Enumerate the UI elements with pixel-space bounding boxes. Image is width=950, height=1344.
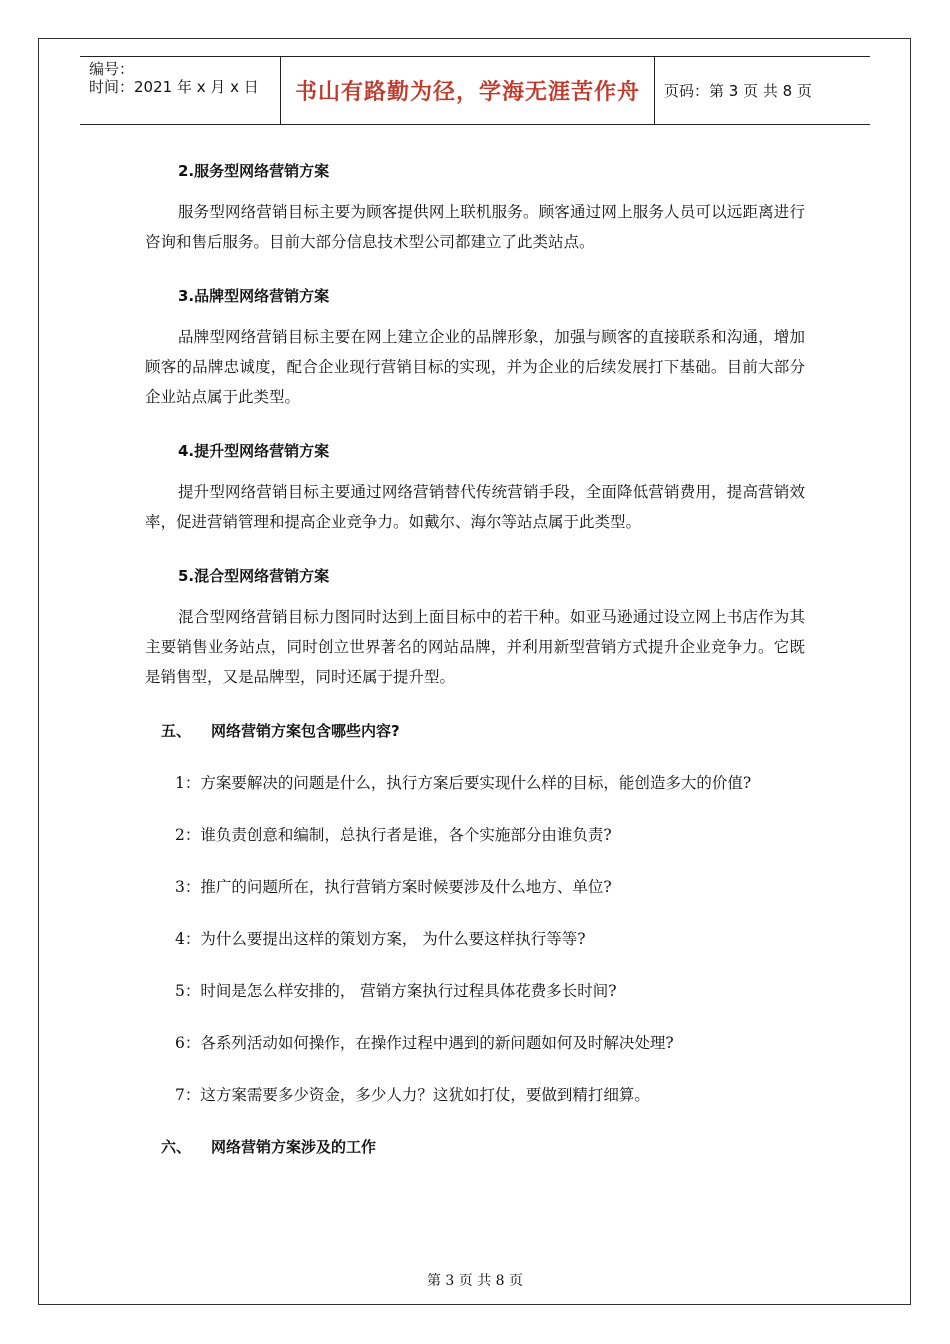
- section-heading-work: [145, 1136, 805, 1158]
- question-item: 1：方案要解决的问题是什么，执行方案后要实现什么样的目标，能创造多大的价值?: [175, 774, 752, 792]
- document-header: [80, 56, 870, 125]
- heading-brand-type: 3.品牌型网络营销方案: [178, 287, 330, 305]
- header-page-info: 页码：第 3 页 共 8 页: [664, 82, 812, 100]
- header-time: 时间：2021 年 x 月 x 日: [89, 78, 259, 96]
- section-number: 六、: [161, 1138, 192, 1156]
- heading-upgrade-type: 4.提升型网络营销方案: [178, 442, 330, 460]
- question-item: 7：这方案需要多少资金，多少人力？这犹如打仗，要做到精打细算。: [175, 1086, 650, 1104]
- document-body: [145, 150, 805, 1158]
- header-meta: [80, 57, 281, 124]
- heading-mixed-type: 5.混合型网络营销方案: [178, 567, 330, 585]
- paragraph-mixed-type: 混合型网络营销目标力图同时达到上面目标中的若干种。如亚马逊通过设立网上书店作为其主要销售业务站点，同时创立世界著名的网站品牌，并利用新型营销方式提升企业竞争力。它既是销售型，又是品牌型，同时还属于提升型。: [145, 608, 805, 686]
- question-item: 2：谁负责创意和编制，总执行者是谁，各个实施部分由谁负责?: [175, 826, 612, 844]
- section-heading-contents: [145, 720, 805, 742]
- section-title: 网络营销方案涉及的工作: [211, 1138, 377, 1156]
- section-title: 网络营销方案包含哪些内容?: [211, 722, 400, 740]
- header-number-label: 编号：: [89, 60, 135, 78]
- paragraph-upgrade-type: 提升型网络营销目标主要通过网络营销替代传统营销手段，全面降低营销费用，提高营销效率，促进营销管理和提高企业竞争力。如戴尔、海尔等站点属于此类型。: [145, 483, 805, 531]
- page-footer: 第 3 页 共 8 页: [426, 1273, 524, 1289]
- paragraph-service-type: 服务型网络营销目标主要为顾客提供网上联机服务。顾客通过网上服务人员可以远距离进行咨询和售后服务。目前大部分信息技术型公司都建立了此类站点。: [145, 203, 805, 251]
- section-number: 五、: [161, 722, 192, 740]
- paragraph-brand-type: 品牌型网络营销目标主要在网上建立企业的品牌形象，加强与顾客的直接联系和沟通，增加顾客的品牌忠诚度，配合企业现行营销目标的实现，并为企业的后续发展打下基础。目前大部分企业站点属于此类型。: [145, 328, 805, 406]
- question-item: 6：各系列活动如何操作，在操作过程中遇到的新问题如何及时解决处理?: [175, 1034, 674, 1052]
- question-item: 5：时间是怎么样安排的， 营销方案执行过程具体花费多长时间?: [175, 982, 617, 1000]
- heading-service-type: 2.服务型网络营销方案: [178, 162, 330, 180]
- question-item: 3：推广的问题所在，执行营销方案时候要涉及什么地方、单位?: [175, 878, 612, 896]
- question-item: 4：为什么要提出这样的策划方案， 为什么要这样执行等等?: [175, 930, 586, 948]
- header-motto: 书山有路勤为径，学海无涯苦作舟: [281, 57, 655, 124]
